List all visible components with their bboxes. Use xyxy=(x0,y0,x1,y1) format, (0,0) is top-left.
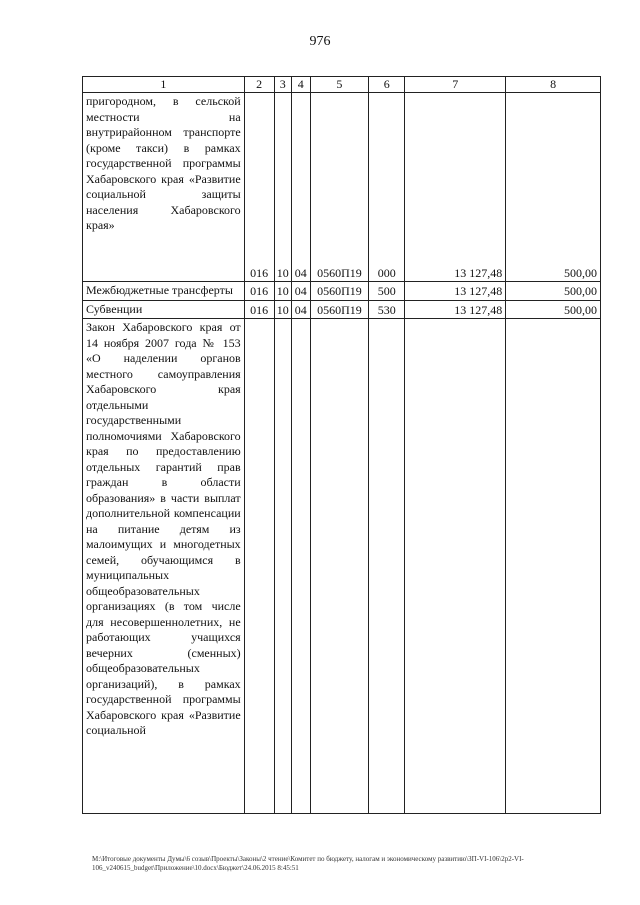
cell-code xyxy=(244,319,274,814)
cell-code: 016 xyxy=(244,300,274,319)
cell-code: 016 xyxy=(244,93,274,282)
cell-target: 0560П19 xyxy=(310,93,369,282)
table-row xyxy=(83,93,601,282)
cell-subsection: 04 xyxy=(292,300,311,319)
cell-subsection xyxy=(292,319,311,814)
cell-amount-8: 500,00 xyxy=(506,282,601,301)
row-name: пригородном, в сельской местности на внутрирайонном транспорте (кроме такси) в рамках государственной программы Хабаровского края «Развитие социальной защиты населения Хабаровского края» xyxy=(83,93,245,282)
header-cell: 5 xyxy=(310,77,369,93)
row-name: Закон Хабаровского края от 14 ноября 2007 года № 153 «О наделении органов местного самоуправления Хабаровского края отдельными государственными полномочиями Хабаровского края по предоставлению отдельных гарантий прав граждан в области образования» в части выплат дополнительной компенсации на питание детям из малоимущих и многодетных семей, обучающимся в муниципальных общеобразовательных организациях (в том числе для несовершеннолетних, не работающих учащихся вечерних (сменных) общеобразовательных организаций), в рамках государственной программы Хабаровского края «Развитие социальной xyxy=(83,319,245,814)
cell-subsection: 04 xyxy=(292,282,311,301)
cell-type: 530 xyxy=(369,300,405,319)
cell-amount-8 xyxy=(506,319,601,814)
cell-target: 0560П19 xyxy=(310,282,369,301)
table-row xyxy=(83,319,601,814)
cell-section: 10 xyxy=(274,300,292,319)
cell-section: 10 xyxy=(274,93,292,282)
budget-table xyxy=(82,76,601,814)
cell-amount-7 xyxy=(405,319,506,814)
header-cell: 3 xyxy=(274,77,292,93)
header-cell: 1 xyxy=(83,77,245,93)
cell-type xyxy=(369,319,405,814)
header-row xyxy=(83,77,601,93)
cell-amount-7: 13 127,48 xyxy=(405,300,506,319)
table-row xyxy=(83,282,601,301)
header-cell: 2 xyxy=(244,77,274,93)
header-cell: 4 xyxy=(292,77,311,93)
cell-amount-8: 500,00 xyxy=(506,93,601,282)
cell-amount-7: 13 127,48 xyxy=(405,282,506,301)
cell-target: 0560П19 xyxy=(310,300,369,319)
cell-amount-8: 500,00 xyxy=(506,300,601,319)
file-path-footer: М:\Итоговые документы Думы\6 созыв\Проекты\Законы\2 чтение\Комитет по бюджету, налогам и экономическому развитию\ЗП-VI-106\2р2-VI-106_v240615_budget\Приложение\10.docx\Бюджет\24.06.2015 8:45:51 xyxy=(92,855,524,872)
cell-section: 10 xyxy=(274,282,292,301)
header-cell: 8 xyxy=(506,77,601,93)
row-name: Межбюджетные трансферты xyxy=(83,282,245,301)
cell-subsection: 04 xyxy=(292,93,311,282)
page-number: 976 xyxy=(309,34,331,49)
row-name: Субвенции xyxy=(83,300,245,319)
cell-type: 000 xyxy=(369,93,405,282)
cell-amount-7: 13 127,48 xyxy=(405,93,506,282)
header-cell: 6 xyxy=(369,77,405,93)
header-cell: 7 xyxy=(405,77,506,93)
cell-section xyxy=(274,319,292,814)
table-row xyxy=(83,300,601,319)
cell-code: 016 xyxy=(244,282,274,301)
cell-target xyxy=(310,319,369,814)
cell-type: 500 xyxy=(369,282,405,301)
